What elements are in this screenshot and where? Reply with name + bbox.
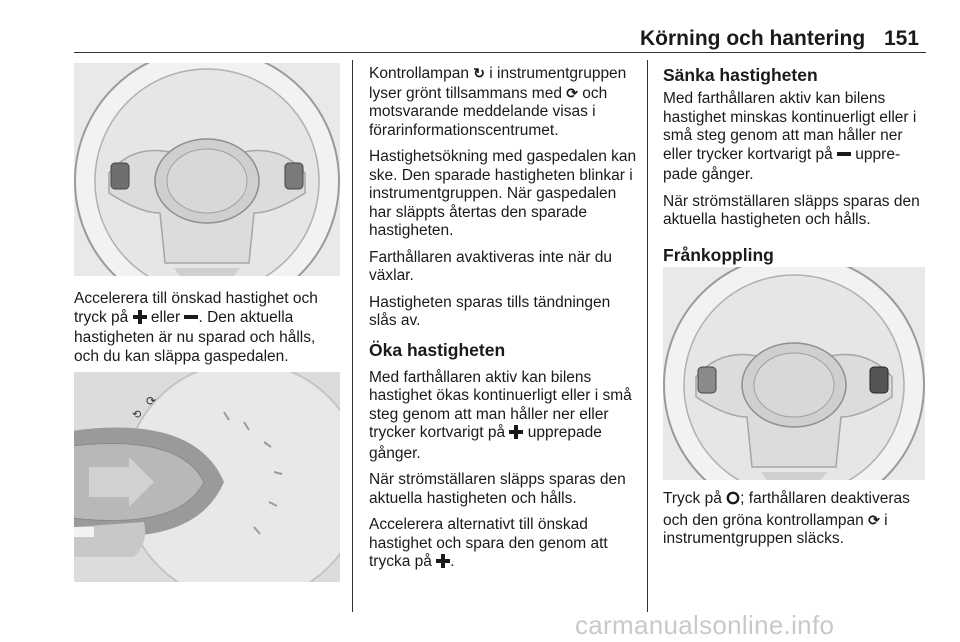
- steering-wheel-figure: [74, 63, 340, 276]
- text-run: och motsvarande meddelande visas i förarinformationscentrumet.: [369, 84, 608, 139]
- column-3-text-bottom: [663, 490, 929, 557]
- text-run: upprepade gånger.: [369, 424, 602, 462]
- paragraph: [74, 290, 344, 366]
- column-divider-2: [647, 60, 648, 612]
- steering-wheel-figure-2: [663, 267, 925, 480]
- svg-text:⟲: ⟲: [132, 408, 142, 421]
- text-run: . Den aktuella hastigheten är nu sparad och hålls, och du kan släppa gaspedalen.: [74, 308, 316, 365]
- section-heading: Sänka hastigheten: [663, 65, 818, 85]
- text-run: eller: [146, 308, 185, 326]
- steering-wheel-icon: [663, 267, 925, 480]
- paragraph: När strömställaren släpps sparas den aktuella hastigheten och hålls.: [369, 471, 626, 507]
- footer-watermark: carmanualsonline.info: [575, 610, 835, 640]
- text-run: Kontrollampan: [369, 65, 474, 82]
- text-run: ; farthållaren deaktiveras och den gröna kontrollampan: [663, 490, 910, 529]
- steering-wheel-icon: [74, 63, 340, 276]
- text-run: Accelerera alternativt till önskad hastighet och spara den genom att trycka på: [369, 516, 608, 570]
- paragraph: [369, 516, 641, 574]
- plus-icon: [509, 425, 523, 445]
- column-3-text-top: [663, 64, 929, 274]
- paragraph: [663, 490, 929, 549]
- minus-icon: [184, 310, 198, 330]
- instrument-cluster-figure: [74, 372, 340, 582]
- text-run: Med farthållaren aktiv kan bilens hastighet minskas kontinuerligt eller i små steg genom att man håller ner eller trycker kortvarigt på: [663, 90, 917, 163]
- page-header-title: Körning och hantering: [640, 27, 866, 50]
- paragraph: Hastighetsökning med gaspedalen kan ske. Den sparade hastigheten blinkar i instrumentgruppen. När gaspedalen har släppts återtas den sparade hastigheten.: [369, 148, 637, 239]
- column-divider-1: [352, 60, 353, 612]
- text-run: Tryck på: [663, 490, 727, 507]
- text-run: i instrumentgruppen släcks.: [663, 511, 888, 547]
- paragraph: [369, 369, 641, 464]
- section-heading: Öka hastigheten: [369, 339, 506, 360]
- column-2-text: [369, 64, 641, 582]
- paragraph: Hastigheten sparas tills tändningen slås av.: [369, 293, 611, 329]
- text-run: upprepade gånger.: [663, 145, 901, 183]
- speedo-lamp-icon: ⟳: [566, 84, 578, 101]
- section-heading: Frånkoppling: [663, 244, 774, 265]
- text-run: i instrumentgruppen lyser grönt tillsammans med: [369, 65, 627, 102]
- text-run: Med farthållaren aktiv kan bilens hastighet ökas kontinuerligt eller i små steg genom att man håller ner eller trycker kortvarigt på: [369, 368, 632, 441]
- page-number: 151: [884, 27, 920, 50]
- text-run: Accelerera till önskad hastighet och tryck på: [74, 290, 318, 326]
- plus-icon: [436, 554, 450, 574]
- paragraph: När strömställaren släpps sparas den aktuella hastigheten och hålls.: [663, 192, 920, 228]
- header-rule: [74, 52, 926, 53]
- paragraph: [369, 64, 641, 140]
- speedo-lamp-icon: ⟳: [868, 511, 880, 528]
- svg-text:⟳: ⟳: [146, 394, 157, 408]
- circle-o-icon: [726, 491, 740, 511]
- column-1-text: [74, 290, 344, 374]
- paragraph: [663, 90, 929, 185]
- minus-icon: [837, 147, 851, 167]
- plus-icon: [133, 310, 147, 330]
- cruise-lamp-icon: ↻: [473, 65, 485, 81]
- paragraph: Farthållaren avaktiveras inte när du växlar.: [369, 248, 612, 284]
- text-run: .: [450, 553, 455, 570]
- instrument-cluster-icon: [74, 372, 340, 582]
